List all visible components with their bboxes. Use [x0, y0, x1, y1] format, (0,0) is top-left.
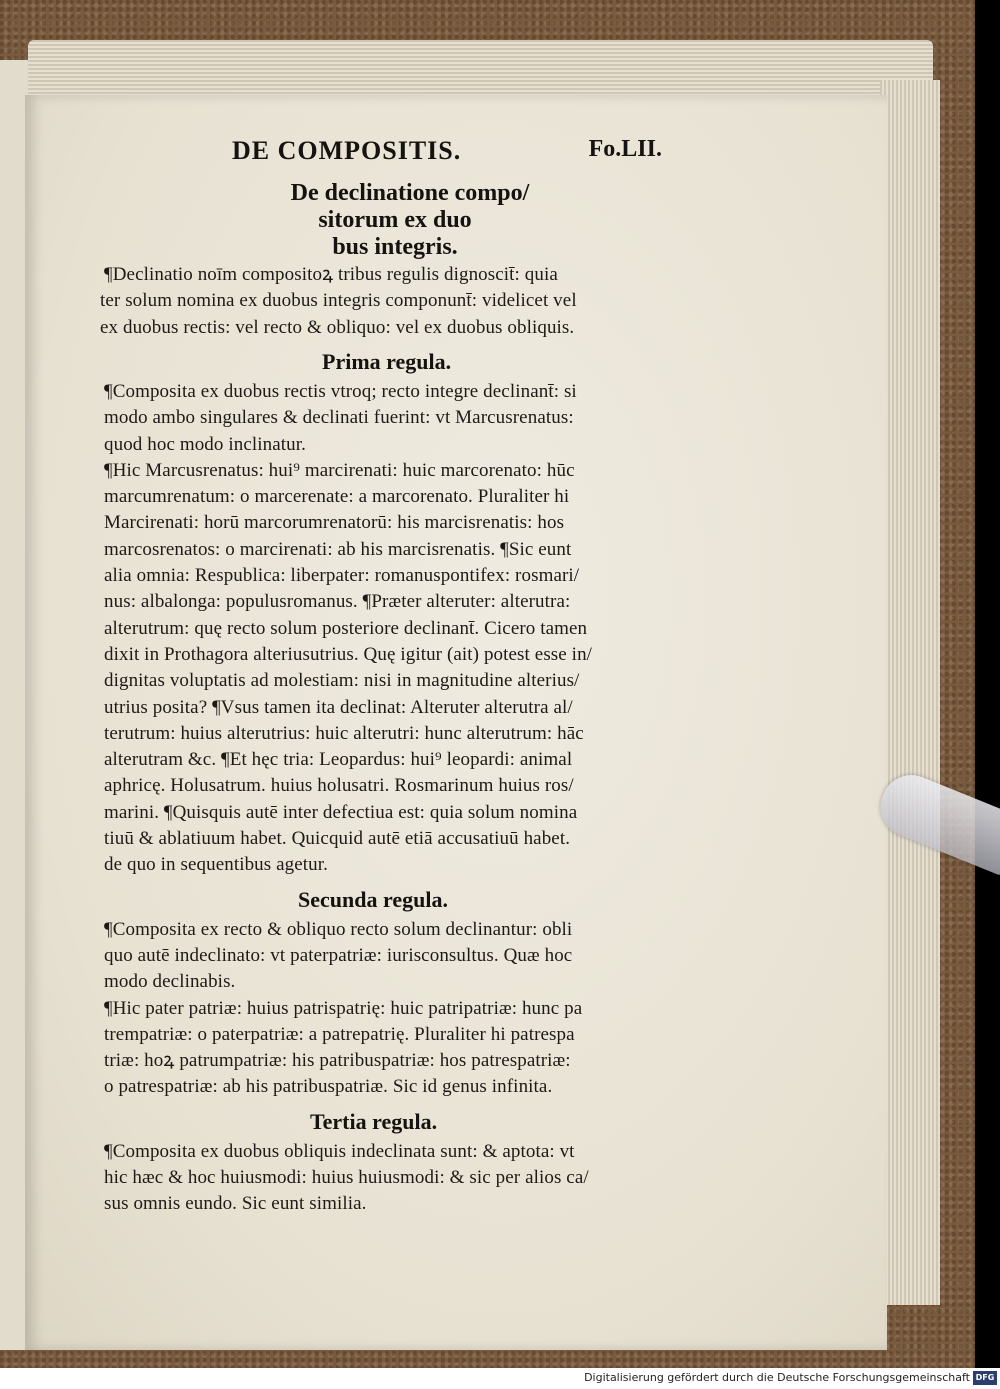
section-1-line: aphricę. Holusatrum. huius holusatri. Rosmarinum huius ros/ — [104, 775, 574, 797]
section-2-line: trempatriæ: o paterpatriæ: a patrepatrię. Pluraliter hi patrespa — [104, 1023, 575, 1045]
page-stack-top — [28, 40, 933, 98]
funding-credit: Digitalisierung gefördert durch die Deutsche Forschungsgemeinschaft — [584, 1371, 970, 1384]
section-1-line: modo ambo singulares & declinati fuerint: vt Marcusrenatus: — [104, 407, 574, 429]
section-1-line: marcosrenatos: o marcirenati: ab his marcisrenatis. ¶Sic eunt — [104, 538, 572, 560]
chapter-heading-line-2: sitorum ex duo — [318, 207, 472, 233]
section-3-line: ¶Composita ex duobus obliquis indeclinata sunt: & aptota: vt — [104, 1140, 575, 1162]
section-1-line: terutrum: huius alterutrius: huic alterutri: hunc alterutrum: hāc — [104, 722, 584, 744]
section-1-line: ¶Hic Marcusrenatus: hui⁹ marcirenati: huic marcorenato: hūc — [104, 459, 575, 481]
folio-number: Fo.LII. — [588, 136, 662, 162]
section-2-line: quo autē indeclinato: vt paterpatriæ: iurisconsultus. Quæ hoc — [104, 944, 573, 966]
footer-bar — [0, 1368, 1000, 1389]
chapter-heading-line-1: De declinatione compo/ — [290, 180, 530, 206]
section-1-line: alterutram &c. ¶Et hęc tria: Leopardus: hui⁹ leopardi: animal — [104, 749, 573, 771]
section-title-3: Tertia regula. — [310, 1108, 438, 1134]
section-3-line: hic hæc & hoc huiusmodi: huius huiusmodi: & sic per alios ca/ — [104, 1167, 589, 1188]
dfg-logo: DFG — [973, 1371, 997, 1385]
section-2-line: ¶Hic pater patriæ: huius patrispatrię: huic patripatriæ: hunc pa — [104, 997, 583, 1019]
chapter-heading-line-3: bus integris. — [332, 234, 458, 260]
section-2-line: ¶Composita ex recto & obliquo recto solum declinantur: obli — [104, 918, 573, 940]
section-1-line: nus: albalonga: populusromanus. ¶Præter alteruter: alterutra: — [104, 591, 571, 613]
section-1-line: quod hoc modo inclinatur. — [104, 433, 306, 455]
section-title-2: Secunda regula. — [298, 886, 448, 912]
running-head — [232, 136, 662, 172]
section-title-1: Prima regula. — [322, 348, 452, 374]
intro-line: ex duobus rectis: vel recto & obliquo: vel ex duobus obliquis. — [100, 316, 575, 338]
section-1-line: de quo in sequentibus agetur. — [104, 854, 328, 876]
section-1-line: dignitas voluptatis ad molestiam: nisi in magnitudine alterius/ — [104, 670, 580, 692]
intro-line: ¶Declinatio noīm compositoꝝ tribus regulis dignoscit̄: quia — [104, 264, 558, 285]
section-1-line: marcumrenatum: o marcerenate: a marcorenato. Pluraliter hi — [104, 486, 570, 508]
page-stack-right — [880, 80, 940, 1305]
section-1-line: ¶Composita ex duobus rectis vtroq; recto integre declinant̄: si — [104, 380, 577, 402]
section-1-line: alia omnia: Respublica: liberpater: romanuspontifex: rosmari/ — [104, 565, 580, 586]
section-1-line: marini. ¶Quisquis autē inter defectiua est: quia solum nomina — [104, 801, 578, 823]
running-head-title: DE COMPOSITIS. — [232, 136, 462, 165]
section-1-line: Marcirenati: horū marcorumrenatorū: his marcisrenatis: hos — [104, 512, 565, 534]
section-1-line: alterutrum: quę recto solum posteriore declinant̄. Cicero tamen — [104, 617, 588, 639]
intro-line: ter solum nomina ex duobus integris componunt̄: videlicet vel — [100, 290, 577, 312]
section-2-line: modo declinabis. — [104, 971, 236, 993]
section-2-line: triæ: hoꝝ patrumpatriæ: his patribuspatriæ: hos patrespatriæ: — [104, 1050, 571, 1072]
section-1-line: tiuū & ablatiuum habet. Quicquid autē etiā accusatiuū habet. — [104, 828, 571, 849]
section-2-line: o patrespatriæ: ab his patribuspatriæ. Sic id genus infinita. — [104, 1076, 553, 1098]
section-1-line: utrius posita? ¶Vsus tamen ita declinat: Alteruter alterutra al/ — [104, 696, 573, 718]
section-1-line: dixit in Prothagora alteriusutrius. Quę igitur (ait) potest esse in/ — [104, 643, 593, 665]
section-3-line: sus omnis eundo. Sic eunt similia. — [104, 1193, 367, 1215]
